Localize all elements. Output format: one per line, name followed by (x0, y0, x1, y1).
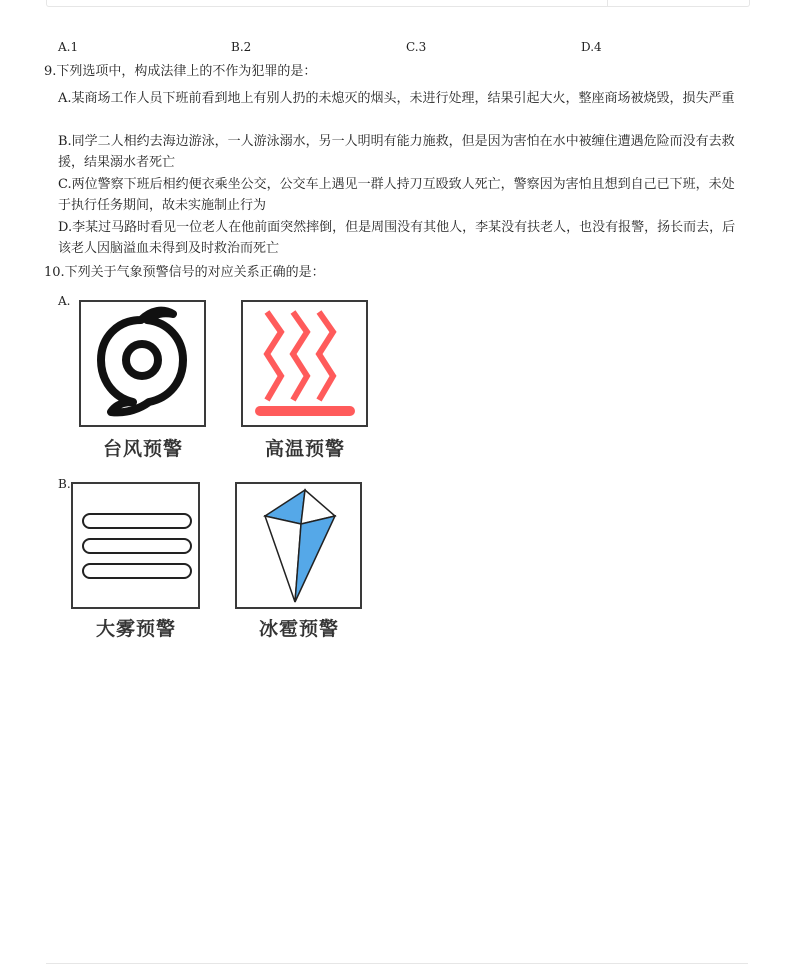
q9-option-a[interactable]: A.某商场工作人员下班前看到地上有别人扔的未熄灭的烟头，未进行处理，结果引起大火，整座商场被烧毁，损失严重 (58, 91, 735, 106)
q9-stem: 9.下列选项中，构成法律上的不作为犯罪的是： (44, 64, 317, 79)
typhoon-caption: 台风预警 (102, 438, 183, 460)
fog-warning-sign (71, 482, 201, 642)
q8-option-c[interactable]: C.3 (406, 40, 427, 54)
hail-caption: 冰雹预警 (258, 618, 339, 640)
hail-crystal-icon (237, 484, 360, 607)
q8-option-d[interactable]: D.4 (581, 40, 602, 54)
typhoon-warning-sign (79, 300, 207, 465)
q10-option-a-label[interactable]: A. (58, 294, 71, 308)
high-temp-warning-sign (241, 300, 369, 465)
q8-option-b[interactable]: B.2 (231, 40, 252, 54)
fog-icon (73, 484, 198, 607)
fog-caption: 大雾预警 (95, 618, 176, 640)
q10-option-b-label[interactable]: B. (58, 477, 71, 491)
q9-option-b[interactable]: B.同学二人相约去海边游泳，一人游泳溺水，另一人明明有能力施救，但是因为害怕在水中被缠住遭遇危险而没有去救援，结果溺水者死亡 (58, 134, 735, 170)
typhoon-icon (81, 302, 204, 425)
q9-option-c[interactable]: C.两位警察下班后相约便衣乘坐公交，公交车上遇见一群人持刀互殴致人死亡，警察因为害怕且想到自己已下班，未处于执行任务期间，故未实施制止行为 (58, 177, 735, 213)
page-divider (46, 963, 748, 964)
q10-stem: 10.下列关于气象预警信号的对应关系正确的是： (44, 265, 325, 280)
heat-waves-icon (243, 302, 366, 425)
previous-question-frame (46, 0, 750, 7)
hail-warning-sign (235, 482, 363, 642)
q9-option-d[interactable]: D.李某过马路时看见一位老人在他前面突然摔倒，但是周围没有其他人，李某没有扶老人，也没有报警，扬长而去，后该老人因脑溢血未得到及时救治而死亡 (58, 220, 736, 256)
high-temp-caption: 高温预警 (264, 438, 345, 460)
q8-option-a[interactable]: A.1 (58, 40, 79, 54)
